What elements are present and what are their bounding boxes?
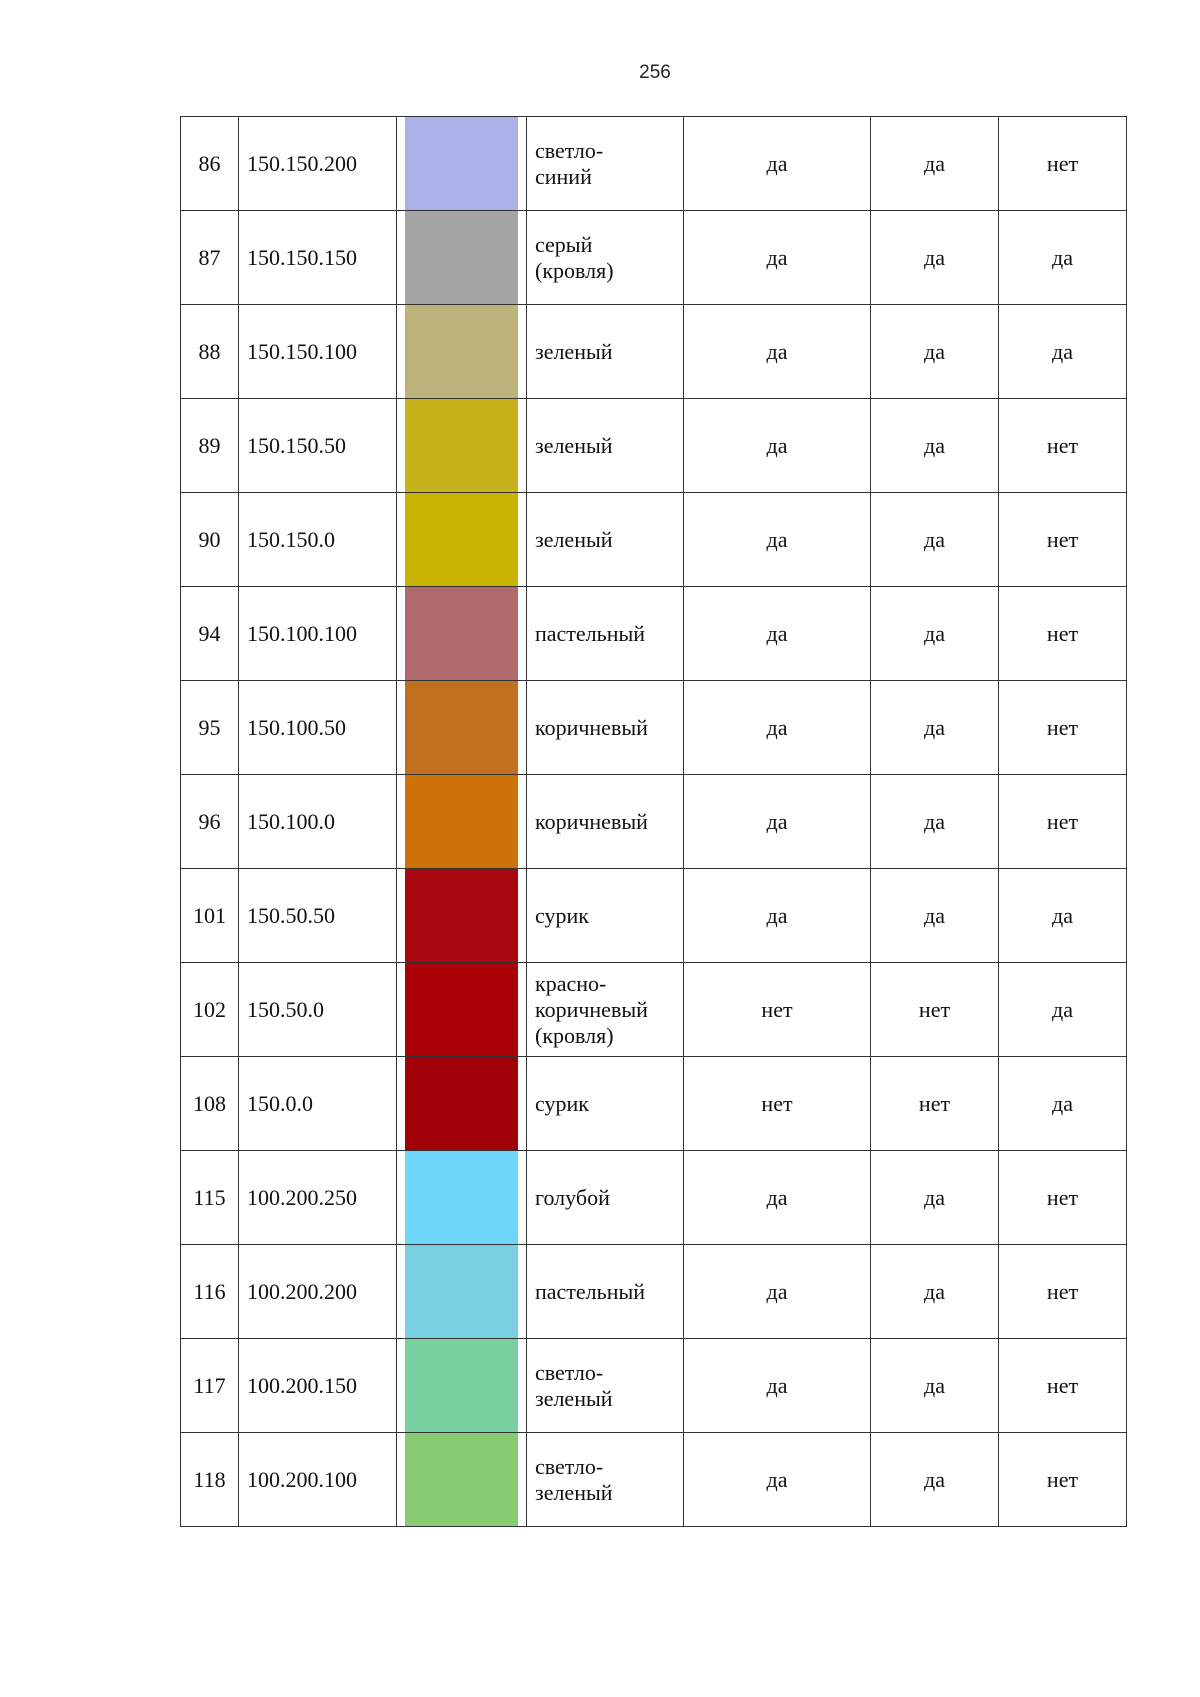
row-number-cell: 90 [181, 493, 239, 587]
flag-cell-1: да [684, 587, 871, 681]
color-name: светло- зеленый [535, 1453, 613, 1505]
flag-cell-3: нет [999, 1151, 1127, 1245]
flag-cell-2: да [871, 493, 999, 587]
color-swatch [405, 963, 518, 1056]
rgb-code-cell: 150.50.0 [239, 963, 397, 1057]
flag-cell-2: да [871, 211, 999, 305]
color-swatch [405, 117, 518, 210]
color-name: пастельный [535, 620, 646, 646]
row-number-cell: 95 [181, 681, 239, 775]
flag-cell-1: да [684, 681, 871, 775]
color-swatch [405, 211, 518, 304]
row-number-cell: 89 [181, 399, 239, 493]
color-swatch-cell [397, 681, 527, 775]
table-row [181, 305, 1127, 399]
flag-cell-3: нет [999, 1245, 1127, 1339]
flag-cell-1: да [684, 493, 871, 587]
flag-cell-2: да [871, 775, 999, 869]
color-name-cell [527, 775, 684, 869]
row-number-cell: 86 [181, 117, 239, 211]
row-number-cell: 87 [181, 211, 239, 305]
color-swatch [405, 869, 518, 962]
flag-cell-3: да [999, 1057, 1127, 1151]
flag-cell-1: да [684, 117, 871, 211]
rgb-code-cell: 150.150.100 [239, 305, 397, 399]
color-swatch [405, 493, 518, 586]
color-swatch-cell [397, 775, 527, 869]
flag-cell-3: да [999, 869, 1127, 963]
table-body [181, 117, 1127, 1527]
flag-cell-3: нет [999, 1339, 1127, 1433]
color-swatch-cell [397, 1057, 527, 1151]
rgb-code-cell: 150.100.0 [239, 775, 397, 869]
row-number-cell: 102 [181, 963, 239, 1057]
row-number-cell: 88 [181, 305, 239, 399]
color-name-cell [527, 1057, 684, 1151]
page-number: 256 [639, 62, 671, 83]
flag-cell-1: да [684, 305, 871, 399]
color-swatch-cell [397, 587, 527, 681]
rgb-code-cell: 100.200.250 [239, 1151, 397, 1245]
color-swatch [405, 305, 518, 398]
color-name-cell [527, 587, 684, 681]
color-swatch [405, 1245, 518, 1338]
color-name: коричневый [535, 808, 648, 834]
color-name-cell [527, 1339, 684, 1433]
color-name: пастельный [535, 1278, 646, 1304]
color-swatch [405, 1339, 518, 1432]
flag-cell-3: нет [999, 493, 1127, 587]
table-row [181, 1057, 1127, 1151]
table-row [181, 775, 1127, 869]
flag-cell-1: нет [684, 1057, 871, 1151]
color-swatch-cell [397, 869, 527, 963]
flag-cell-1: да [684, 869, 871, 963]
flag-cell-2: да [871, 1433, 999, 1527]
color-table [180, 116, 1127, 1527]
color-name: сурик [535, 1090, 589, 1116]
flag-cell-1: да [684, 1433, 871, 1527]
color-name-cell [527, 963, 684, 1057]
rgb-code-cell: 150.150.200 [239, 117, 397, 211]
color-name: серый (кровля) [535, 231, 614, 283]
flag-cell-2: да [871, 305, 999, 399]
color-swatch [405, 681, 518, 774]
table-row [181, 1151, 1127, 1245]
color-name-cell [527, 117, 684, 211]
rgb-code-cell: 100.200.100 [239, 1433, 397, 1527]
rgb-code-cell: 100.200.150 [239, 1339, 397, 1433]
color-name-cell [527, 869, 684, 963]
flag-cell-3: нет [999, 681, 1127, 775]
flag-cell-2: да [871, 681, 999, 775]
color-name-cell [527, 1245, 684, 1339]
color-swatch [405, 1151, 518, 1244]
color-name-cell [527, 211, 684, 305]
flag-cell-3: да [999, 305, 1127, 399]
color-name: светло- синий [535, 137, 604, 189]
rgb-code-cell: 150.150.50 [239, 399, 397, 493]
flag-cell-3: нет [999, 587, 1127, 681]
flag-cell-2: да [871, 587, 999, 681]
flag-cell-2: нет [871, 1057, 999, 1151]
rgb-code-cell: 150.150.0 [239, 493, 397, 587]
color-swatch-cell [397, 1245, 527, 1339]
rgb-code-cell: 150.150.150 [239, 211, 397, 305]
table-row [181, 1245, 1127, 1339]
color-swatch [405, 1433, 518, 1526]
color-name: коричневый [535, 714, 648, 740]
color-name: зеленый [535, 526, 613, 552]
flag-cell-1: нет [684, 963, 871, 1057]
color-name-cell [527, 1151, 684, 1245]
flag-cell-2: да [871, 117, 999, 211]
color-swatch [405, 775, 518, 868]
table-row [181, 493, 1127, 587]
flag-cell-2: нет [871, 963, 999, 1057]
color-swatch [405, 399, 518, 492]
row-number-cell: 117 [181, 1339, 239, 1433]
flag-cell-3: да [999, 963, 1127, 1057]
flag-cell-3: нет [999, 117, 1127, 211]
flag-cell-3: нет [999, 399, 1127, 493]
row-number-cell: 116 [181, 1245, 239, 1339]
rgb-code-cell: 150.100.100 [239, 587, 397, 681]
flag-cell-2: да [871, 869, 999, 963]
color-swatch-cell [397, 963, 527, 1057]
table-row [181, 681, 1127, 775]
row-number-cell: 94 [181, 587, 239, 681]
color-name-cell [527, 305, 684, 399]
row-number-cell: 118 [181, 1433, 239, 1527]
flag-cell-1: да [684, 775, 871, 869]
color-swatch-cell [397, 1151, 527, 1245]
color-swatch-cell [397, 117, 527, 211]
color-name-cell [527, 493, 684, 587]
color-name-cell [527, 399, 684, 493]
flag-cell-2: да [871, 399, 999, 493]
flag-cell-1: да [684, 1245, 871, 1339]
table-row [181, 963, 1127, 1057]
table-row [181, 587, 1127, 681]
table-row [181, 211, 1127, 305]
table-row [181, 869, 1127, 963]
color-name: зеленый [535, 432, 613, 458]
flag-cell-1: да [684, 211, 871, 305]
color-name: зеленый [535, 338, 613, 364]
flag-cell-3: нет [999, 775, 1127, 869]
row-number-cell: 101 [181, 869, 239, 963]
flag-cell-3: нет [999, 1433, 1127, 1527]
rgb-code-cell: 150.100.50 [239, 681, 397, 775]
color-swatch-cell [397, 1433, 527, 1527]
flag-cell-3: да [999, 211, 1127, 305]
flag-cell-1: да [684, 1339, 871, 1433]
color-name-cell [527, 681, 684, 775]
color-swatch-cell [397, 399, 527, 493]
table-row [181, 399, 1127, 493]
row-number-cell: 108 [181, 1057, 239, 1151]
color-name: голубой [535, 1184, 610, 1210]
row-number-cell: 96 [181, 775, 239, 869]
flag-cell-1: да [684, 1151, 871, 1245]
flag-cell-2: да [871, 1151, 999, 1245]
color-name: сурик [535, 902, 589, 928]
color-swatch-cell [397, 1339, 527, 1433]
color-swatch [405, 1057, 518, 1150]
table-row [181, 1433, 1127, 1527]
color-swatch [405, 587, 518, 680]
color-name: красно- коричневый (кровля) [535, 970, 648, 1048]
rgb-code-cell: 150.0.0 [239, 1057, 397, 1151]
color-name: светло- зеленый [535, 1359, 613, 1411]
flag-cell-1: да [684, 399, 871, 493]
color-swatch-cell [397, 211, 527, 305]
color-name-cell [527, 1433, 684, 1527]
flag-cell-2: да [871, 1339, 999, 1433]
color-swatch-cell [397, 305, 527, 399]
rgb-code-cell: 150.50.50 [239, 869, 397, 963]
color-swatch-cell [397, 493, 527, 587]
rgb-code-cell: 100.200.200 [239, 1245, 397, 1339]
table-row [181, 1339, 1127, 1433]
row-number-cell: 115 [181, 1151, 239, 1245]
table-row [181, 117, 1127, 211]
flag-cell-2: да [871, 1245, 999, 1339]
